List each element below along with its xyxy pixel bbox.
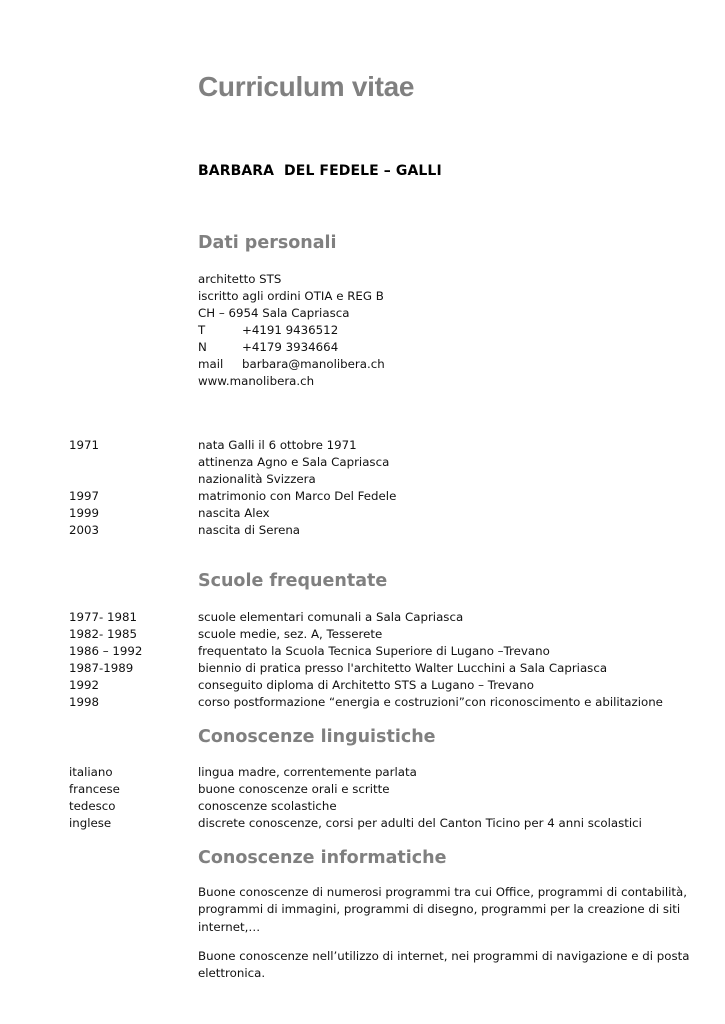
personal-line: CH – 6954 Sala Capriasca bbox=[198, 306, 350, 320]
item-text: matrimonio con Marco Del Fedele bbox=[198, 489, 397, 503]
it-paragraph: Buone conoscenze nell’utilizzo di internet, nei programmi di navigazione e di posta elettronica. bbox=[198, 949, 690, 981]
contact-row bbox=[198, 322, 385, 339]
list-item bbox=[69, 781, 642, 798]
schools-list bbox=[69, 609, 663, 711]
list-item bbox=[69, 522, 396, 539]
item-text: conseguito diploma di Architetto STS a Lugano – Trevano bbox=[198, 678, 534, 692]
email-link[interactable]: barbara@manolibera.ch bbox=[242, 357, 385, 371]
item-text: nata Galli il 6 ottobre 1971 bbox=[198, 438, 357, 452]
year-label: 1999 bbox=[69, 506, 100, 520]
item-text: scuole elementari comunali a Sala Capriasca bbox=[198, 610, 464, 624]
list-item bbox=[69, 815, 642, 832]
list-item bbox=[69, 677, 663, 694]
year-label: 1997 bbox=[69, 489, 100, 503]
year-label: 1977- 1981 bbox=[69, 610, 138, 624]
contact-row bbox=[198, 356, 385, 373]
year-label: 1971 bbox=[69, 438, 100, 452]
year-label: 1982- 1985 bbox=[69, 627, 138, 641]
document-title: Curriculum vitae bbox=[198, 71, 415, 102]
item-text: nazionalità Svizzera bbox=[198, 472, 316, 486]
section-title-personal: Dati personali bbox=[198, 233, 337, 253]
list-item bbox=[69, 694, 663, 711]
list-item bbox=[69, 505, 396, 522]
contact-key: T bbox=[198, 323, 206, 337]
item-text: corso postformazione “energia e costruzioni”con riconoscimento e abilitazione bbox=[198, 695, 663, 709]
it-paragraph: Buone conoscenze di numerosi programmi tra cui Office, programmi di contabilità, programmi di immagini, programmi di disegno, programmi per la creazione di siti internet,… bbox=[198, 885, 688, 934]
item-text: nascita Alex bbox=[198, 506, 270, 520]
contact-value: +4179 3934664 bbox=[242, 340, 339, 354]
year-label bbox=[69, 471, 198, 488]
year-label: 1986 – 1992 bbox=[69, 644, 143, 658]
list-item bbox=[69, 437, 396, 454]
language-label: italiano bbox=[69, 765, 113, 779]
item-text: conoscenze scolastiche bbox=[198, 799, 337, 813]
item-text: frequentato la Scuola Tecnica Superiore di Lugano –Trevano bbox=[198, 644, 550, 658]
list-item bbox=[69, 643, 663, 660]
year-label bbox=[69, 454, 198, 471]
item-text: scuole medie, sez. A, Tesserete bbox=[198, 627, 383, 641]
list-item bbox=[69, 798, 642, 815]
item-text: discrete conoscenze, corsi per adulti del Canton Ticino per 4 anni scolastici bbox=[198, 816, 642, 830]
year-label: 1998 bbox=[69, 695, 100, 709]
item-text: attinenza Agno e Sala Capriasca bbox=[198, 455, 390, 469]
languages-list bbox=[69, 764, 642, 832]
list-item bbox=[69, 764, 642, 781]
contact-value: +4191 9436512 bbox=[242, 323, 339, 337]
section-title-it: Conoscenze informatiche bbox=[198, 848, 447, 868]
biography-list bbox=[69, 437, 396, 539]
item-text: lingua madre, correntemente parlata bbox=[198, 765, 417, 779]
list-item bbox=[69, 626, 663, 643]
list-item bbox=[69, 660, 663, 677]
year-label: 2003 bbox=[69, 523, 100, 537]
list-item bbox=[69, 471, 396, 488]
contact-row bbox=[198, 339, 385, 356]
contact-key: N bbox=[198, 340, 207, 354]
contact-key: mail bbox=[198, 357, 224, 371]
section-title-schools: Scuole frequentate bbox=[198, 571, 388, 591]
item-text: buone conoscenze orali e scritte bbox=[198, 782, 390, 796]
language-label: tedesco bbox=[69, 799, 116, 813]
list-item bbox=[69, 454, 396, 471]
person-name: BARBARA DEL FEDELE – GALLI bbox=[198, 163, 442, 179]
list-item bbox=[69, 609, 663, 626]
website-link[interactable]: www.manolibera.ch bbox=[198, 374, 315, 388]
item-text: nascita di Serena bbox=[198, 523, 301, 537]
personal-line: architetto STS bbox=[198, 272, 282, 286]
language-label: inglese bbox=[69, 816, 112, 830]
item-text: biennio di pratica presso l'architetto Walter Lucchini a Sala Capriasca bbox=[198, 661, 608, 675]
list-item bbox=[69, 488, 396, 505]
year-label: 1987-1989 bbox=[69, 661, 134, 675]
section-title-languages: Conoscenze linguistiche bbox=[198, 727, 436, 747]
language-label: francese bbox=[69, 782, 120, 796]
personal-line: iscritto agli ordini OTIA e REG B bbox=[198, 289, 384, 303]
year-label: 1992 bbox=[69, 678, 100, 692]
personal-data bbox=[198, 271, 385, 390]
